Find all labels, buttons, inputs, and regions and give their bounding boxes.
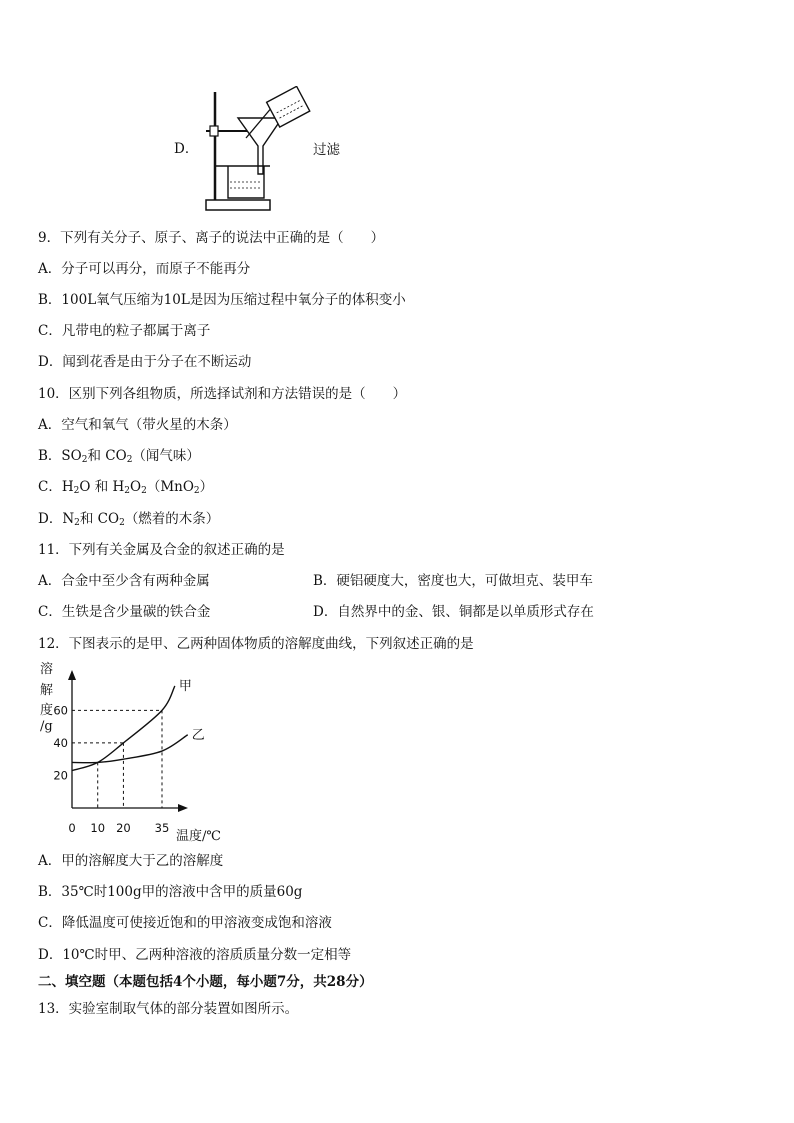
q11-option-d: D．自然界中的金、银、铜都是以单质形式存在 bbox=[313, 604, 594, 620]
q8-option-d-caption: 过滤 bbox=[313, 142, 340, 158]
q9-option-c: C．凡带电的粒子都属于离子 bbox=[38, 323, 211, 339]
q10-option-a: A．空气和氧气（带火星的木条） bbox=[38, 417, 237, 433]
q9-stem: 9．下列有关分子、原子、离子的说法中正确的是（ ） bbox=[38, 230, 385, 246]
series-line-1 bbox=[72, 735, 188, 763]
q9-option-d: D．闻到花香是由于分子在不断运动 bbox=[38, 354, 252, 370]
x-tick-label-35: 35 bbox=[154, 821, 170, 835]
y-tick-label-20: 20 bbox=[53, 768, 68, 783]
x-axis-arrow bbox=[178, 804, 188, 812]
y-tick-label-40: 40 bbox=[53, 735, 68, 750]
q10-stem: 10．区别下列各组物质，所选择试剂和方法错误的是（ ） bbox=[38, 386, 407, 402]
x-axis-label: 温度/℃ bbox=[176, 829, 221, 844]
section-2-heading: 二、填空题（本题包括4个小题，每小题7分，共28分） bbox=[38, 974, 373, 990]
x-tick-label-0: 0 bbox=[68, 821, 76, 835]
series-label-1: 乙 bbox=[191, 727, 205, 743]
x-tick-label-10: 10 bbox=[90, 821, 106, 835]
q12-option-c: C．降低温度可使接近饱和的甲溶液变成饱和溶液 bbox=[38, 915, 332, 931]
q12-option-a: A．甲的溶解度大于乙的溶解度 bbox=[38, 853, 224, 869]
q12-option-b: B．35℃时100g甲的溶液中含甲的质量60g bbox=[38, 884, 303, 900]
q10-option-c: C．$H_2O$ 和 $H_2O_2(MnO_2)$ bbox=[38, 479, 214, 496]
q11-option-c: C．生铁是含少量碳的铁合金 bbox=[38, 604, 211, 620]
q10-option-b: B．$SO_2$和 $CO_2$（闻气味） bbox=[38, 448, 200, 465]
q10-option-d: D．$N_2$和 $CO_2$（燃着的木条） bbox=[38, 511, 220, 528]
series-label-0: 甲 bbox=[178, 678, 192, 694]
x-tick-label-20: 20 bbox=[116, 821, 131, 835]
y-axis-label-2: 度 bbox=[40, 703, 54, 718]
q12-stem: 12．下图表示的是甲、乙两种固体物质的溶解度曲线，下列叙述正确的是 bbox=[38, 636, 474, 652]
y-axis-label-1: 解 bbox=[40, 683, 54, 698]
y-tick-label-60: 60 bbox=[53, 703, 68, 718]
q11-option-b: B．硬铝硬度大，密度也大，可做坦克、装甲车 bbox=[313, 573, 593, 589]
solubility-curve-chart bbox=[36, 660, 236, 845]
q13-stem: 13．实验室制取气体的部分装置如图所示。 bbox=[38, 1001, 299, 1017]
y-axis-label-0: 溶 bbox=[40, 662, 54, 677]
q9-option-b: B．100L氧气压缩为10L是因为压缩过程中氧分子的体积变小 bbox=[38, 292, 406, 308]
q9-option-a: A．分子可以再分，而原子不能再分 bbox=[38, 261, 251, 277]
q12-option-d: D．10℃时甲、乙两种溶液的溶质质量分数一定相等 bbox=[38, 947, 352, 963]
q11-stem: 11．下列有关金属及合金的叙述正确的是 bbox=[38, 542, 285, 558]
q11-option-a: A．合金中至少含有两种金属 bbox=[38, 573, 210, 589]
y-axis-arrow bbox=[68, 670, 76, 680]
y-axis-label-3: /g bbox=[40, 719, 53, 734]
q8-option-d-letter: D． bbox=[174, 141, 199, 157]
